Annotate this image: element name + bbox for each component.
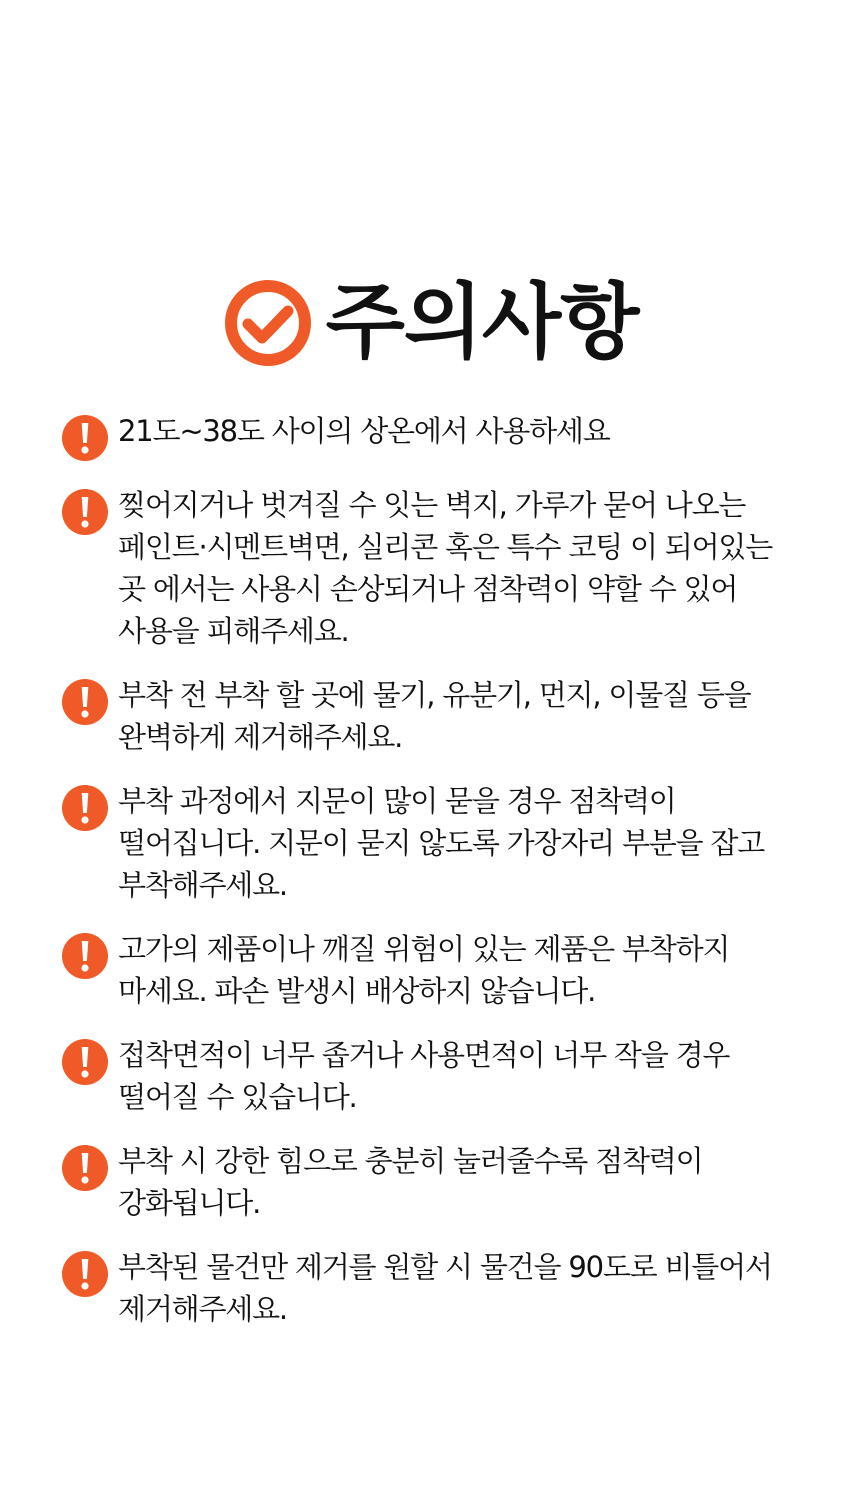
caution-item (62, 484, 802, 652)
caution-item (62, 1246, 802, 1330)
exclamation-circle-icon (62, 679, 108, 725)
caution-item (62, 780, 802, 906)
caution-header (0, 268, 860, 378)
exclamation-circle-icon (62, 1251, 108, 1297)
caution-item (62, 674, 802, 758)
exclamation-circle-icon (62, 933, 108, 979)
exclamation-circle-icon (62, 1039, 108, 1085)
caution-text: 접착면적이 너무 좁거나 사용면적이 너무 작을 경우 떨어질 수 있습니다. (118, 1038, 730, 1114)
exclamation-circle-icon (62, 1145, 108, 1191)
caution-text: 부착 전 부착 할 곳에 물기, 유분기, 먼지, 이물질 등을 완벽하게 제거해주세요. (118, 678, 751, 754)
caution-item (62, 410, 802, 462)
exclamation-circle-icon (62, 785, 108, 831)
exclamation-circle-icon (62, 489, 108, 535)
caution-item (62, 1034, 802, 1118)
page-title: 주의사항 (325, 275, 639, 370)
caution-text: 21도~38도 사이의 상온에서 사용하세요 (118, 414, 610, 448)
caution-list (62, 410, 802, 1352)
caution-text: 부착된 물건만 제거를 원할 시 물건을 90도로 비틀어서 제거해주세요. (118, 1250, 772, 1326)
caution-text: 찢어지거나 벗겨질 수 잇는 벽지, 가루가 묻어 나오는 페인트·시멘트벽면, 실리콘 혹은 특수 코팅 이 되어있는 곳 에서는 사용시 손상되거나 점착력이 약할 수 있어 사용을 피해주세요. (118, 488, 773, 648)
caution-item (62, 928, 802, 1012)
caution-item (62, 1140, 802, 1224)
caution-text: 부착 과정에서 지문이 많이 묻을 경우 점착력이 떨어집니다. 지문이 묻지 않도록 가장자리 부분을 잡고 부착해주세요. (118, 784, 765, 902)
caution-text: 고가의 제품이나 깨질 위험이 있는 제품은 부착하지 마세요. 파손 발생시 배상하지 않습니다. (118, 932, 730, 1008)
exclamation-circle-icon (62, 415, 108, 461)
check-circle-icon (222, 277, 314, 369)
caution-text: 부착 시 강한 힘으로 충분히 눌러줄수록 점착력이 강화됩니다. (118, 1144, 703, 1220)
